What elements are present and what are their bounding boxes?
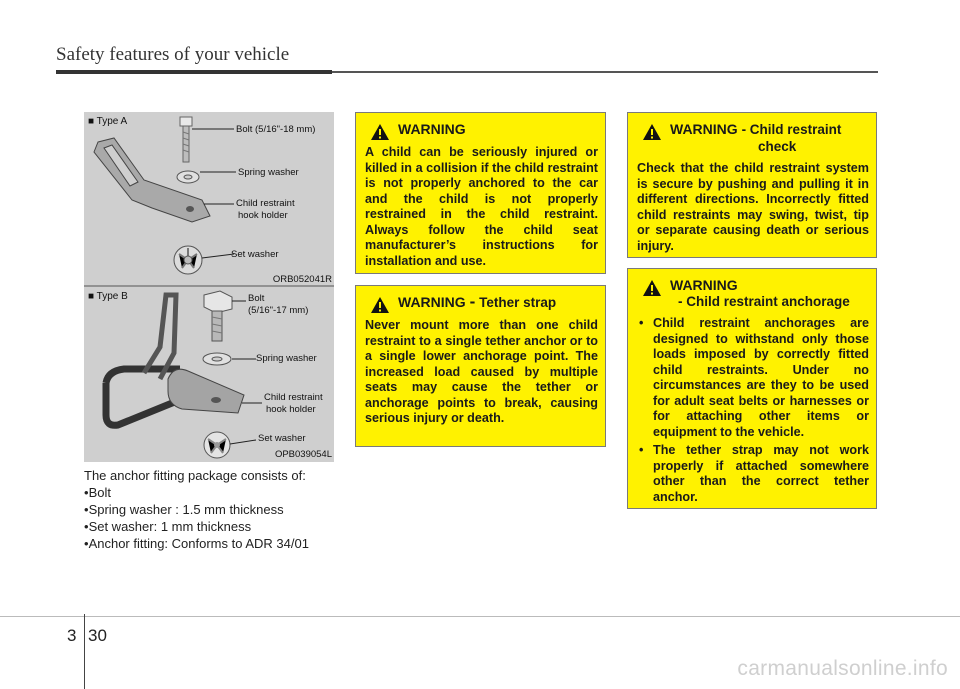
list-item: • Set washer: 1 mm thickness [84, 518, 354, 535]
warning-box-child-injury [355, 112, 606, 274]
warning-title-main: WARNING [670, 121, 738, 137]
type-b-figure-code: OPB039054L [274, 449, 332, 460]
anchor-package-list [84, 467, 354, 552]
warning-body: Never mount more than one child restraint to a single tether anchor or to a single lower anchorage point. The increased load caused by multiple seats may cause the tether or anchorage points to break, causing serious injury or death. [365, 318, 598, 425]
type-b-bolt-label [248, 293, 308, 317]
list-item: • Bolt [84, 484, 354, 501]
warning-subtitle-line2: check [758, 139, 797, 154]
warning-subtitle-line1: - Child restraint [741, 122, 842, 137]
watermark: carmanualsonline.info [737, 657, 948, 680]
warning-triangle-icon [642, 279, 662, 297]
figure-type-a [84, 112, 334, 287]
type-a-label: ■ Type A [88, 116, 128, 127]
type-a-set-washer-label: Set washer [231, 249, 279, 260]
warning-title-dash: - [469, 292, 476, 311]
warning-box-anchorage [627, 268, 877, 509]
warning-box-tether-strap [355, 285, 606, 447]
page-header-title: Safety features of your vehicle [56, 44, 290, 65]
warning-triangle-icon [370, 123, 390, 141]
type-b-holder-label [264, 392, 323, 416]
type-a-illustration [84, 112, 334, 287]
list-item: • The tether strap may not work properly if attached somewhere other than the correct tether anchor. [637, 443, 869, 505]
header-rule-thin [332, 71, 878, 73]
warning-title-main: WARNING [670, 277, 738, 293]
page-number: 30 [88, 626, 107, 645]
type-a-holder-label-line2: hook holder [238, 210, 288, 221]
type-a-figure-code: ORB052041R [272, 274, 332, 285]
chapter-number: 3 [67, 626, 77, 645]
warning-title [670, 277, 850, 310]
type-b-bolt-label-line2: (5/16"-17 mm) [248, 305, 309, 316]
warning-subtitle: - Child restraint anchorage [678, 294, 850, 309]
warning-body: Check that the child restraint system is secure by pushing and pulling it in different directions. Incorrectly fitted child restraints may swing, twist, tip or separate causing death or serious injury. [637, 161, 869, 253]
type-a-set-washer-drawing [174, 246, 202, 274]
type-a-holder-label [236, 198, 295, 222]
warning-title-main: WARNING [398, 294, 466, 310]
type-b-spring-washer-label: Spring washer [256, 353, 317, 364]
list-item: • Child restraint anchorages are designed to withstand only those loads imposed by correctly fitted child restraints. Under no circumstances are they to be used for adult seat belts or harnesses or for attaching other items or equipment to the vehicle. [637, 316, 869, 440]
footer-rule [0, 616, 960, 617]
type-b-bolt-label-line1: Bolt [248, 293, 265, 304]
type-a-bolt-label: Bolt (5/16"-18 mm) [236, 124, 316, 135]
header-rule-thick [56, 70, 332, 74]
type-a-spring-washer-label: Spring washer [238, 167, 299, 178]
footer-divider [84, 614, 85, 689]
type-b-label: ■ Type B [88, 291, 128, 302]
type-b-set-washer-label: Set washer [258, 433, 306, 444]
type-a-holder-label-line1: Child restraint [236, 198, 295, 209]
list-item: • Spring washer : 1.5 mm thickness [84, 501, 354, 518]
type-b-holder-label-line2: hook holder [266, 404, 316, 415]
warning-triangle-icon [642, 123, 662, 141]
list-item: • Anchor fitting: Conforms to ADR 34/01 [84, 535, 354, 552]
warning-box-restraint-check [627, 112, 877, 258]
warning-list [637, 316, 869, 505]
warning-subtitle: Tether strap [479, 295, 557, 310]
warning-title [670, 121, 841, 155]
figure-type-b [84, 287, 334, 462]
anchor-package-intro: The anchor fitting package consists of: [84, 468, 306, 483]
warning-body: A child can be seriously injured or killed in a collision if the child restraint is not properly anchored to the car and the child is not properly restrained in the child restraint. Always follow the child seat manufacturer’s instructions for installation and use. [365, 145, 598, 268]
warning-title [398, 294, 556, 311]
type-a-bolt-drawing [180, 117, 192, 162]
warning-title: WARNING [398, 121, 466, 137]
type-b-holder-label-line1: Child restraint [264, 392, 323, 403]
warning-triangle-icon [370, 296, 390, 314]
